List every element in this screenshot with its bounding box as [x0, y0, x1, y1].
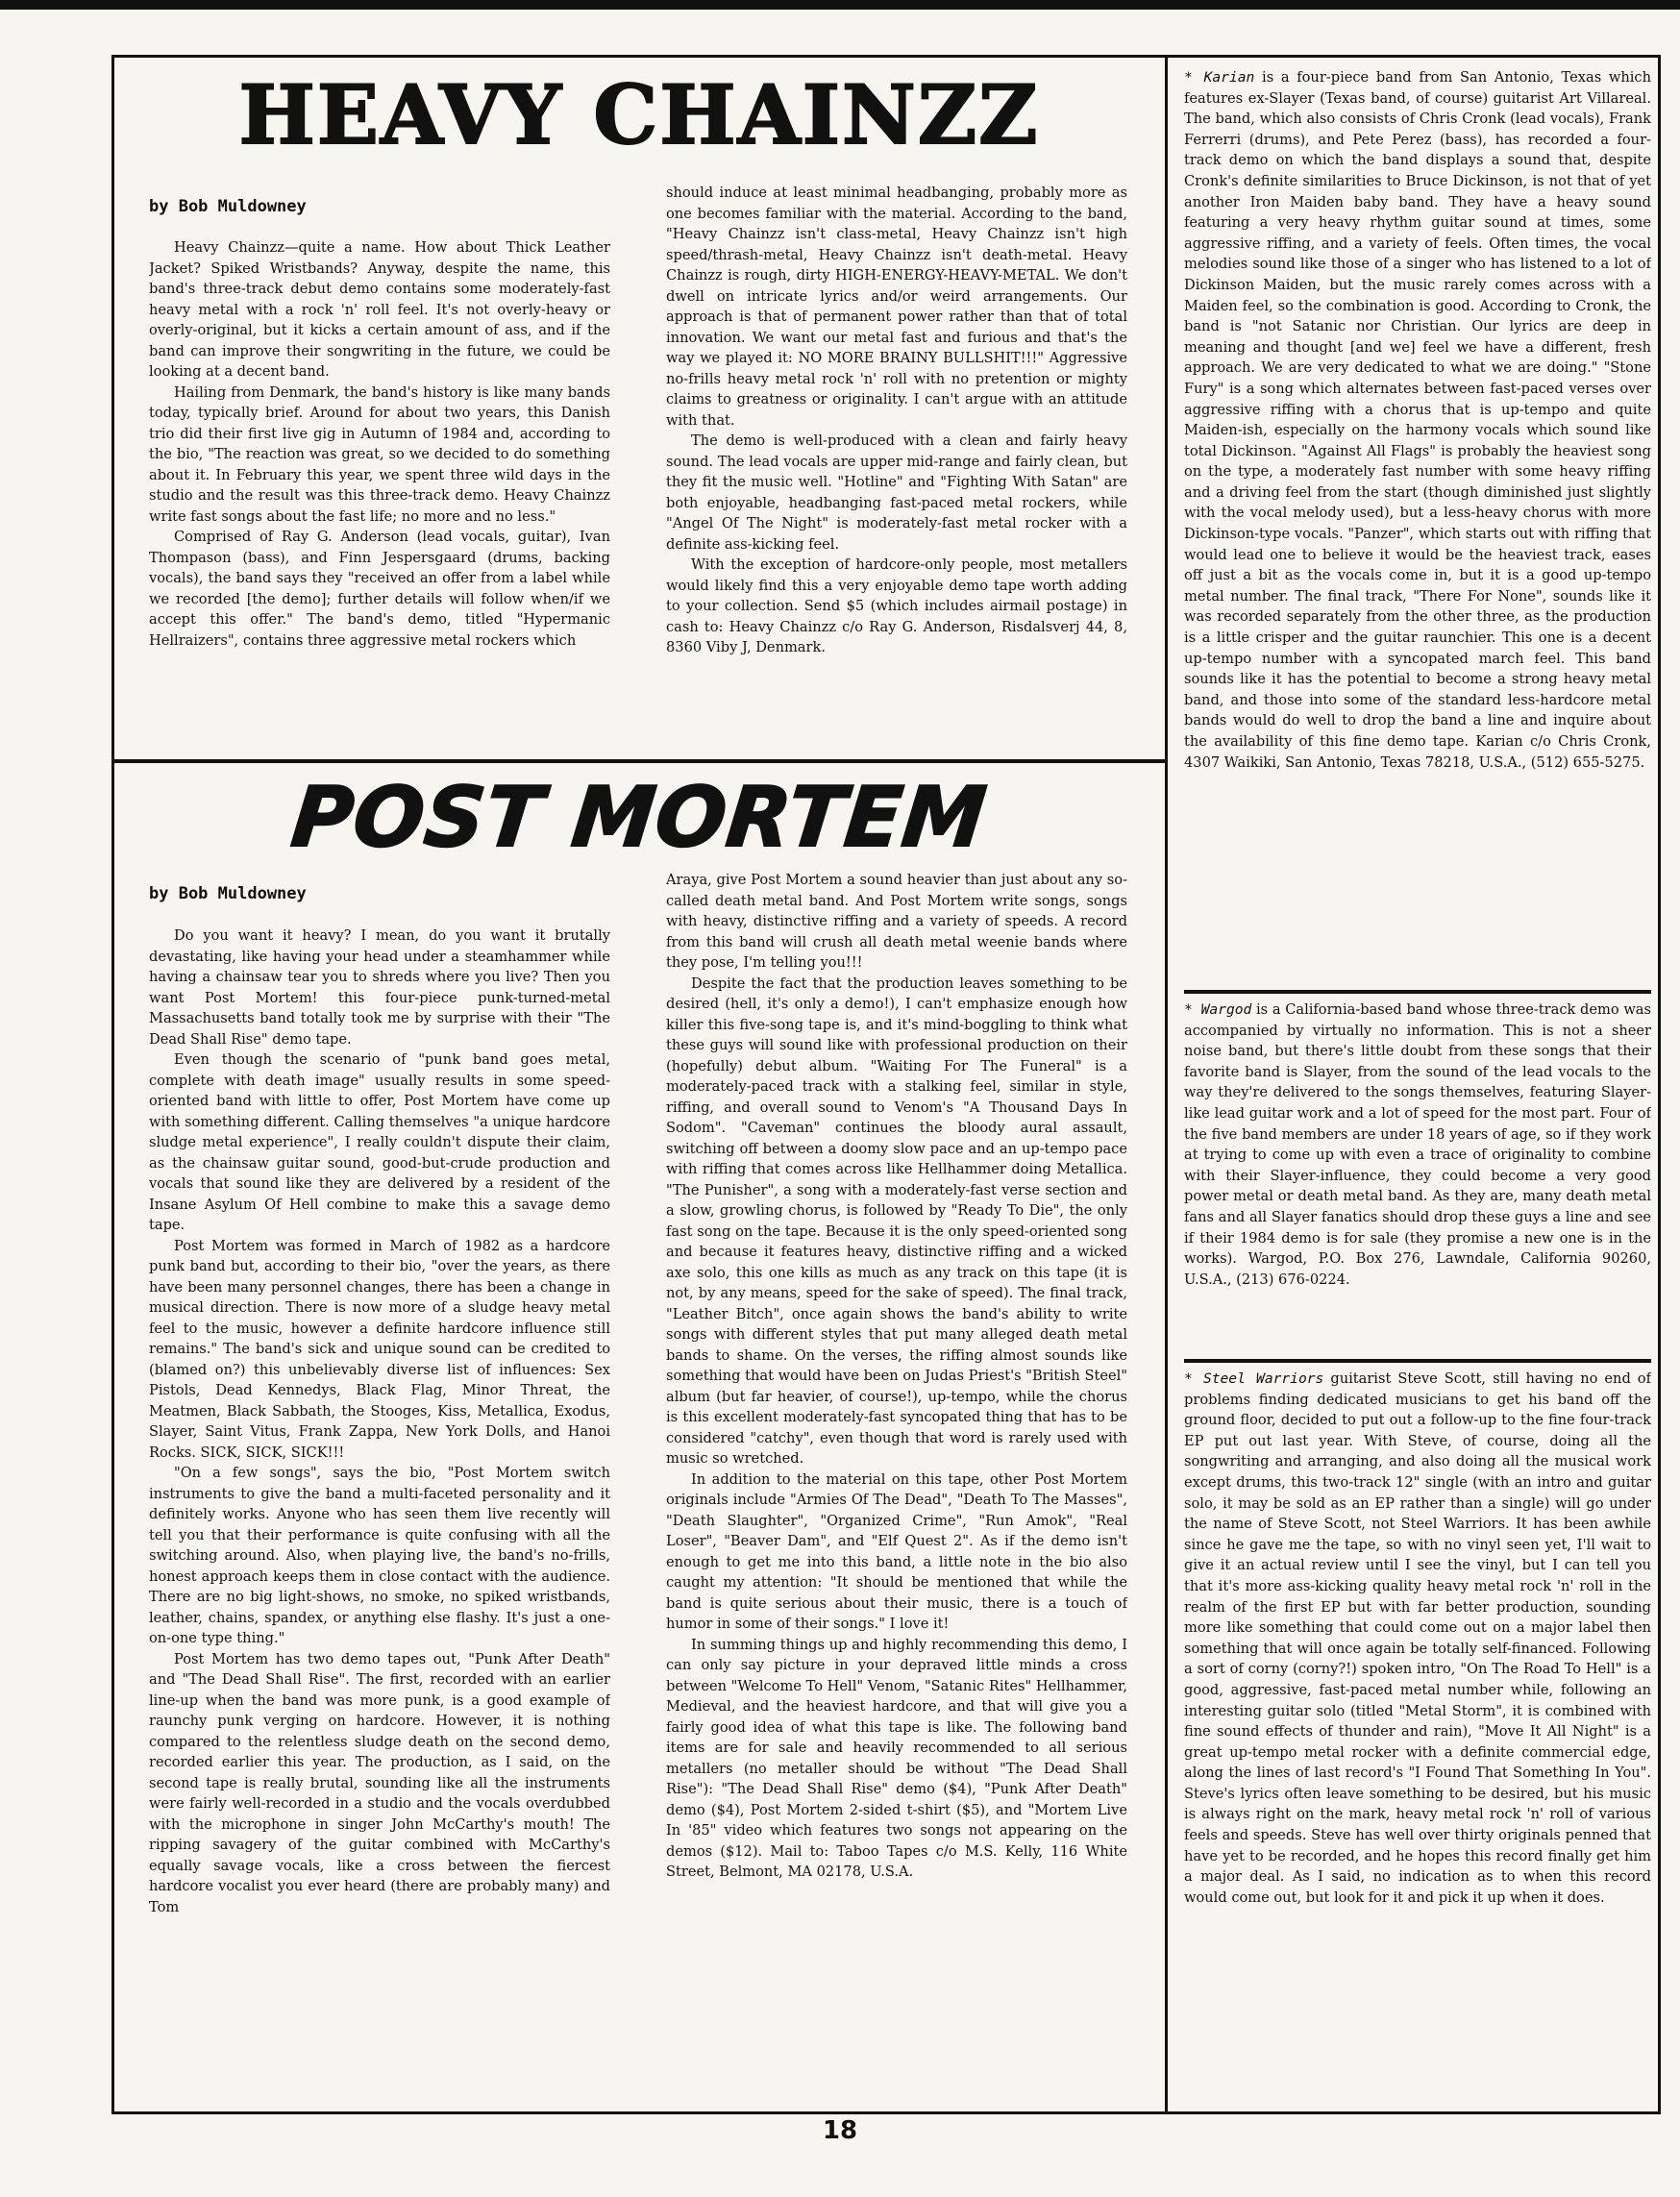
paragraph: Post Mortem was formed in March of 1982 as a hardcore punk band but, according to their bio, "over the years, as there have been many personnel changes, there has been a change in musical direction. There is now more of a sludge heavy metal feel to the music, however a definite hardcore influence still remains." The band's sick and unique sound can be credited to (blamed on?) this unbelievably diverse list of influences: Sex Pistols, Dead Kennedys, Black Flag, Minor Threat, the Meatmen, Black Sabbath, the Stooges, Kiss, Metallica, Exodus, Slayer, Saint Vitus, Frank Zappa, New York Dolls, and Hanoi Rocks. SICK, SICK, SICK!!!: [149, 1237, 610, 1461]
steel-warriors-lead: * Steel Warriors: [1184, 1370, 1324, 1387]
steel-warriors-review: [1184, 1369, 1651, 2082]
karian-review: [1184, 67, 1651, 985]
wargod-review: [1184, 1000, 1651, 1353]
steel-warriors-text: guitarist Steve Scott, still having no end of problems finding dedicated musicians to get his band off the ground floor, decided to put out a follow-up to the fine four-track EP put out last year. With Steve, of course, doing all the songwriting and arranging, and also doing all the musical work except drums, this two-track 12" single (with an intro and guitar solo, it may be sold as an EP rather than a single) will go under the name of Steve Scott, not Steel Warriors. It has been awhile since he gave me the tape, so with no vinyl seen yet, I'll wait to give it an actual review until I see the vinyl, but I can tell you that it's more ass-kicking quality heavy metal rock 'n' roll in the realm of the first EP but with far better production, sounding more like something that could come out on a major label then something that will once again be totally self-financed. Following a sort of corny (corny?!) spoken intro, "On The Road To Hell" is a good, aggressive, fast-paced metal number while, following an interesting guitar solo (titled "Metal Storm", it is combined with fine sound effects of thunder and rain), "Move It All Night" is a great up-tempo metal rocker with a definite commercial edge, along the lines of last record's "I Found That Something In You". Steve's lyrics often leave something to be desired, but his music is always right on the mark, heavy metal rock 'n' roll of various feels and speeds. Steve has well over thirty originals penned that have yet to be recorded, and he hopes this record finally get him a major deal. As I said, no indication as to when this record would come out, but look for it and pick it up when it does.: [1184, 1370, 1651, 1906]
review-divider: [1184, 990, 1651, 994]
paragraph: With the exception of hardcore-only people, most metallers would likely find this a very enjoyable demo tape worth adding to your collection. Send $5 (which includes airmail postage) in cash to: Heavy Chainzz c/o Ray G. Anderson, Risdalsverj 44, 8, 8360 Viby J, Denmark.: [666, 556, 1127, 655]
post-mortem-column-2: [666, 870, 1127, 2084]
post-mortem-byline: by Bob Muldowney: [149, 884, 307, 903]
paragraph: Comprised of Ray G. Anderson (lead vocals, guitar), Ivan Thompason (bass), and Finn Jespersgaard (drums, backing vocals), the band says they "received an offer from a label while we recorded [the demo]; further details will follow when/if we accept this offer." The band's demo, titled "Hypermanic Hellraizers", contains three aggressive metal rockers which: [149, 529, 610, 649]
review-divider: [1184, 1359, 1651, 1363]
paragraph: In summing things up and highly recommending this demo, I can only say picture in your depraved little minds a cross between "Welcome To Hell" Venom, "Satanic Rites" Hellhammer, Medieval, and the heaviest hardcore, and that will give you a fairly good idea of what this tape is like. The following band items are for sale and heavily recommended to all serious metallers (no metaller should be without "The Dead Shall Rise"): "The Dead Shall Rise" demo ($4), "Punk After Death" demo ($4), Post Mortem 2-sided t-shirt ($5), and "Mortem Live In '85" video which features two songs not appearing on the demos ($12). Mail to: Taboo Tapes c/o M.S. Kelly, 116 White Street, Belmont, MA 02178, U.S.A.: [666, 1636, 1127, 1880]
post-mortem-column-1: [149, 926, 610, 2084]
wargod-lead: * Wargod: [1184, 1001, 1252, 1018]
paragraph: The demo is well-produced with a clean and fairly heavy sound. The lead vocals are upper mid-range and fairly clean, but they fit the music well. "Hotline" and "Fighting With Satan" are both enjoyable, headbanging fast-paced metal rockers, while "Angel Of The Night" is moderately-fast metal rocker with a definite ass-kicking feel.: [666, 432, 1127, 553]
paragraph: Heavy Chainzz—quite a name. How about Thick Leather Jacket? Spiked Wristbands? Anyway, despite the name, this band's three-track debut demo contains some moderately-fast heavy metal with a rock 'n' roll feel. It's not overly-heavy or overly-original, but it kicks a certain amount of ass, and if the band can improve their songwriting in the future, we could be looking at a decent band.: [149, 239, 610, 380]
paragraph: Do you want it heavy? I mean, do you want it brutally devastating, like having your head under a steamhammer while having a chainsaw tear you to shreds where you live? Then you want Post Mortem! this four-piece punk-turned-metal Massachusetts band totally took me by surprise with their "The Dead Shall Rise" demo tape.: [149, 927, 610, 1048]
paragraph: Araya, give Post Mortem a sound heavier than just about any so-called death metal band. And Post Mortem write songs, songs with heavy, distinctive riffing and a variety of speeds. A record from this band will crush all death metal weenie bands where they pose, I'm telling you!!!: [666, 872, 1127, 971]
paragraph: "On a few songs", says the bio, "Post Mortem switch instruments to give the band a multi-faceted personality and it definitely works. Anyone who has seen them live recently will tell you that their performance is quite confusing with all the switching around. Also, when playing live, the band's no-frills, honest approach keeps them in close contact with the audience. There are no big light-shows, no smoke, no spiked wristbands, leather, chains, spandex, or anything else flashy. It's just a one-on-one type thing.": [149, 1465, 610, 1646]
page-number: 18: [822, 2116, 858, 2145]
paragraph: should induce at least minimal headbanging, probably more as one becomes familiar with the material. According to the band, "Heavy Chainzz isn't class-metal, Heavy Chainzz isn't high speed/thrash-metal, Heavy Chainzz isn't death-metal. Heavy Chainzz is rough, dirty HIGH-ENERGY-HEAVY-METAL. We don't dwell on intricate lyrics and/or weird arrangements. Our approach is that of permanent power rather than that of total innovation. We want our metal fast and furious and that's the way we played it: NO MORE BRAINY BULLSHIT!!!" Aggressive no-frills heavy metal rock 'n' roll with no pretention or mighty claims to greatness or originality. I can't argue with an attitude with that.: [666, 185, 1127, 429]
paragraph: Despite the fact that the production leaves something to be desired (hell, it's only a demo!), I can't emphasize enough how killer this five-song tape is, and it's mind-boggling to think what these guys will sound like with professional production on their (hopefully) debut album. "Waiting For The Funeral" is a moderately-paced track with a stalking feel, similar in style, riffing, and overall sound to Venom's "A Thousand Days In Sodom". "Caveman" continues the bloody aural assault, switching off between a doomy slow pace and an up-tempo pace with riffing that comes across like Hellhammer doing Metallica. "The Punisher", a song with a moderately-fast verse section and a slow, growling chorus, is followed by "Ready To Die", the only fast song on the tape. Because it is the only speed-oriented song and because it features heavy, distinctive riffing and a wicked axe solo, this one kills as much as any track on this tape (it is not, by any means, speed for the sake of speed). The final track, "Leather Bitch", once again shows the band's ability to write songs with different styles that put many alleged death metal bands to shame. On the verses, the riffing almost sounds like something that would have been on Judas Priest's "British Steel" album (but far heavier, of course!), up-tempo, while the chorus is this excellent moderately-fast syncopated thing that has to be considered "catchy", even though that word is rarely used with music so wretched.: [666, 975, 1127, 1467]
paragraph: Hailing from Denmark, the band's history is like many bands today, typically brief. Around for about two years, this Danish trio did their first live gig in Autumn of 1984 and, according to the bio, "The reaction was great, so we decided to do something about it. In February this year, we spent three wild days in the studio and the result was this three-track demo. Heavy Chainzz write fast songs about the fast life; no more and no less.": [149, 383, 610, 525]
heavy-chainzz-column-1: [149, 237, 610, 752]
karian-lead: * Karian: [1184, 69, 1255, 86]
paragraph: Even though the scenario of "punk band goes metal, complete with death image" usually results in some speed-oriented band with little to offer, Post Mortem have come up with something different. Calling themselves "a unique hardcore sludge metal experience", I really couldn't dispute their claim, as the chainsaw guitar sound, good-but-crude production and vocals that sound like they are delivered by a resident of the Insane Asylum Of Hell combine to make this a savage demo tape.: [149, 1051, 610, 1233]
section-divider: [113, 759, 1165, 763]
heavy-chainzz-title: HEAVY CHAINZZ: [238, 67, 1040, 162]
wargod-text: is a California-based band whose three-track demo was accompanied by virtually no information. This is not a sheer noise band, but there's little doubt from these songs that their favorite band is Slayer, from the sound of the lead vocals to the way they're delivered to the songs themselves, featuring Slayer-like lead guitar work and a lot of speed for the most part. Four of the five band members are under 18 years of age, so if they work at trying to come up with even a trace of originality to combine with their Slayer-influence, they could become a very good power metal or death metal band. As they are, many death metal fans and all Slayer fanatics should drop these guys a line and see if their 1984 demo is for sale (they promise a new one is in the works). Wargod, P.O. Box 276, Lawndale, California 90260, U.S.A., (213) 676-0224.: [1184, 1001, 1651, 1288]
karian-text: is a four-piece band from San Antonio, Texas which features ex-Slayer (Texas band, of course) guitarist Art Villareal. The band, which also consists of Chris Cronk (lead vocals), Frank Ferrerri (drums), and Pete Perez (bass), has recorded a four-track demo on which the band displays a sound that, despite Cronk's definite similarities to Bruce Dickinson, is not that of yet another Iron Maiden baby band. They have a heavy sound featuring a very heavy rhythm guitar sound at times, some aggressive riffing, and a variety of feels. Often times, the vocal melodies sound like those of a singer who has listened to a lot of Dickinson Maiden, but the music rarely comes across with a Maiden feel, so the combination is good. According to Cronk, the band is "not Satanic nor Christian. Our lyrics are deep in meaning and thought [and we] feel we have a different, fresh approach. We are very dedicated to what we are doing." "Stone Fury" is a song which alternates between fast-paced verses over aggressive riffing with a chorus that is up-tempo and quite Maiden-ish, especially on the harmony vocals which sound like total Dickinson. "Against All Flags" is probably the heaviest song on the type, a moderately fast number with some heavy riffing and a driving feel from the start (though diminished just slightly with the vocal melody used), but a less-heavy chorus with more Dickinson-type vocals. "Panzer", which starts out with riffing that would lead one to believe it would be the heaviest track, eases off just a bit as the vocals come in, but it is a good up-tempo metal number. The final track, "There For None", sounds like it was recorded separately from the other three, as the production is a little crisper and the guitar raunchier. This one is a decent up-tempo number with a syncopated march feel. This band sounds like it has the potential to become a strong heavy metal band, and those into some of the standard less-hardcore metal bands would do well to drop the band a line and inquire about the availability of this fine demo tape. Karian c/o Chris Cronk, 4307 Waikiki, San Antonio, Texas 78218, U.S.A., (512) 655-5275.: [1184, 69, 1651, 771]
post-mortem-title: POST MORTEM: [286, 770, 992, 866]
column-rule: [1165, 55, 1168, 2114]
heavy-chainzz-byline: by Bob Muldowney: [149, 197, 307, 216]
heavy-chainzz-column-2: [666, 183, 1127, 752]
paragraph: Post Mortem has two demo tapes out, "Punk After Death" and "The Dead Shall Rise". The first, recorded with an earlier line-up when the band was more punk, is a good example of raunchy punk verging on hardcore. However, it is nothing compared to the relentless sludge death on the second demo, recorded earlier this year. The production, as I said, on the second tape is really brutal, sounding like all the instruments were fairly well-recorded in a studio and the vocals overdubbed with the microphone in singer John McCarthy's mouth! The ripping savagery of the guitar combined with McCarthy's equally savage vocals, like a cross between the fiercest hardcore vocalist you ever heard (there are probably many) and Tom: [149, 1650, 610, 1915]
top-border: [0, 0, 1680, 10]
paragraph: In addition to the material on this tape, other Post Mortem originals include "Armies Of The Dead", "Death To The Masses", "Death Slaughter", "Organized Crime", "Run Amok", "Real Loser", "Beaver Dam", and "Elf Quest 2". As if the demo isn't enough to get me into this band, a little note in the bio also caught my attention: "It should be mentioned that while the band is quite serious about their music, there is a touch of humor in some of their songs." I love it!: [666, 1470, 1127, 1632]
